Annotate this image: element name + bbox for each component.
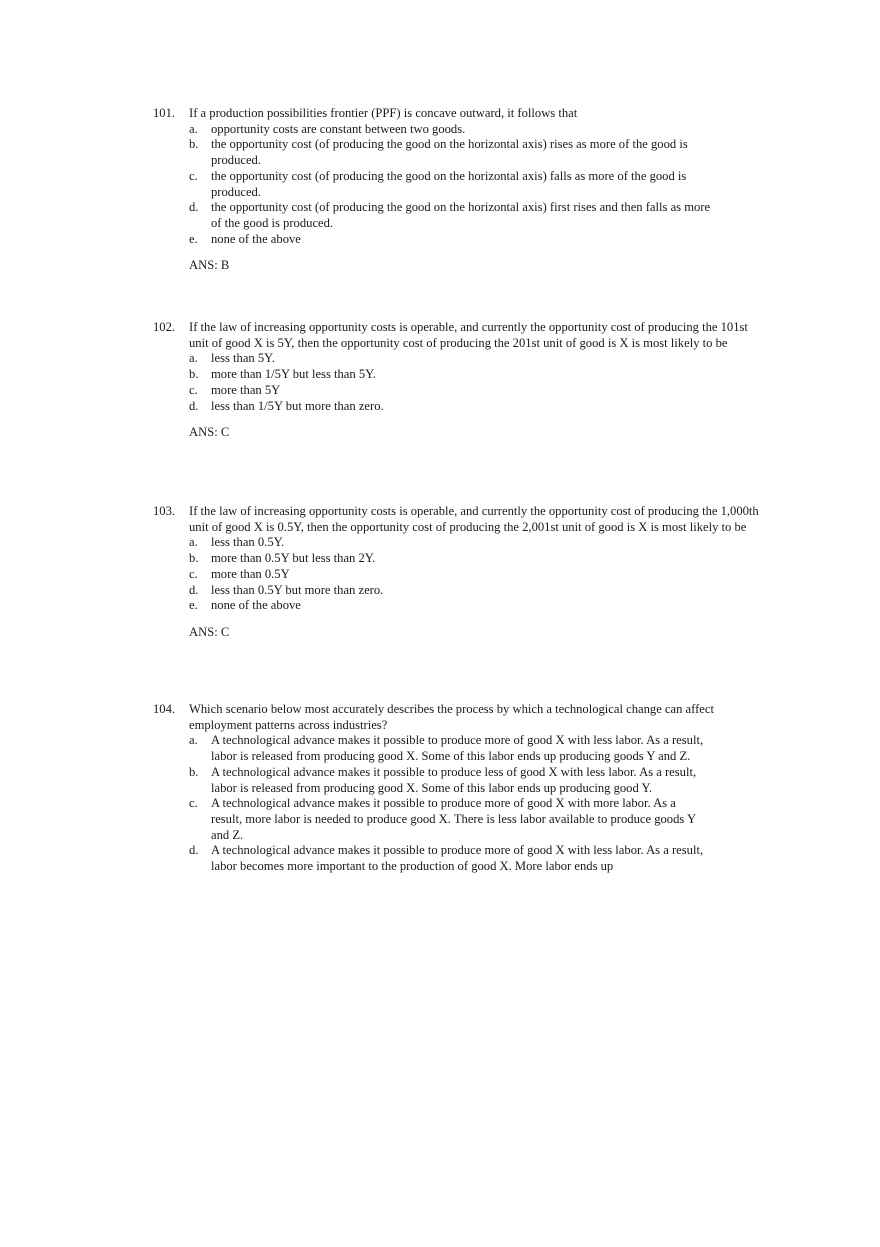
choice-e: [0, 232, 711, 248]
choice-text: the opportunity cost (of producing the good on the horizontal axis) first rises and then falls as more of the good is produced.: [211, 200, 711, 230]
question-stem: [0, 702, 759, 733]
question-text: Which scenario below most accurately describes the process by which a technological change can affect employment patterns across industries?: [189, 702, 714, 732]
choice-text: opportunity costs are constant between two goods.: [211, 121, 466, 136]
question-text: If the law of increasing opportunity costs is operable, and currently the opportunity cost of producing the 101st unit of good X is 5Y, then the opportunity cost of producing the 201st unit of good is X is most likely to be: [189, 320, 748, 350]
choice-letter: c.: [189, 382, 198, 397]
choice-c: [0, 796, 706, 843]
choice-text: less than 0.5Y but more than zero.: [211, 582, 384, 597]
choice-letter: a.: [189, 733, 198, 748]
choice-letter: d.: [189, 843, 199, 858]
choice-text: A technological advance makes it possible to produce more of good X with more labor. As a result, more labor is needed to produce good X. There is less labor available to produce goods Y and Z.: [211, 796, 696, 842]
choice-text: more than 5Y: [211, 382, 281, 397]
choice-letter: a.: [189, 121, 198, 136]
choice-letter: d.: [189, 200, 199, 215]
choice-letter: c.: [189, 168, 198, 183]
choice-letter: d.: [189, 582, 199, 597]
question-text: If a production possibilities frontier (PPF) is concave outward, it follows that: [189, 106, 578, 120]
choice-a: [0, 122, 711, 138]
question-number: 104.: [153, 702, 176, 716]
choice-text: more than 0.5Y but less than 2Y.: [211, 551, 376, 566]
choice-letter: a.: [189, 535, 198, 550]
choice-a: [0, 535, 711, 551]
question-stem: [0, 106, 759, 122]
answer-key: ANS: B: [189, 258, 230, 273]
choice-text: more than 1/5Y but less than 5Y.: [211, 367, 376, 382]
choice-letter: c.: [189, 796, 198, 811]
choice-letter: e.: [189, 598, 198, 613]
question-number: 103.: [153, 504, 176, 518]
choice-text: A technological advance makes it possible to produce less of good X with less labor. As a result, labor is released from producing good X. Some of this labor ends up producing good Y.: [211, 764, 697, 795]
choice-text: less than 5Y.: [211, 351, 275, 366]
choice-c: [0, 169, 711, 200]
answer-key: ANS: C: [189, 425, 230, 440]
question-number: 102.: [153, 320, 176, 334]
choice-letter: b.: [189, 137, 199, 152]
choice-a: [0, 351, 711, 367]
choice-d: [0, 399, 711, 415]
question-stem: [0, 504, 759, 535]
choice-b: [0, 367, 711, 383]
choice-text: less than 1/5Y but more than zero.: [211, 398, 384, 413]
choice-text: none of the above: [211, 598, 301, 613]
choice-letter: b.: [189, 551, 199, 566]
choice-letter: d.: [189, 398, 199, 413]
choice-letter: b.: [189, 764, 199, 779]
choice-letter: b.: [189, 367, 199, 382]
choice-letter: e.: [189, 231, 198, 246]
choice-b: [0, 137, 711, 168]
choice-text: the opportunity cost (of producing the good on the horizontal axis) rises as more of the good is produced.: [211, 137, 688, 168]
choice-d: [0, 843, 706, 874]
choice-letter: a.: [189, 351, 198, 366]
choice-b: [0, 551, 711, 567]
question-102: [0, 320, 880, 441]
choice-e: [0, 598, 711, 614]
answer-key: ANS: C: [189, 624, 230, 639]
question-103: [0, 504, 880, 641]
choice-text: A technological advance makes it possible to produce more of good X with less labor. As a result, labor becomes more important to the production of good X. More labor ends up: [211, 843, 704, 874]
question-text: If the law of increasing opportunity costs is operable, and currently the opportunity cost of producing the 1,000th unit of good X is 0.5Y, then the opportunity cost of producing the 2,001st unit of good is X is most likely to be: [189, 504, 759, 534]
choice-c: [0, 383, 711, 399]
choice-d: [0, 200, 711, 231]
choice-letter: c.: [189, 566, 198, 581]
choice-c: [0, 567, 711, 583]
choice-text: none of the above: [211, 231, 301, 246]
question-101: [0, 106, 880, 274]
question-stem: [0, 320, 759, 351]
question-number: 101.: [153, 106, 176, 120]
choice-text: more than 0.5Y: [211, 566, 290, 581]
choice-text: less than 0.5Y.: [211, 535, 285, 550]
choice-d: [0, 583, 711, 599]
question-104: [0, 702, 880, 875]
choice-text: the opportunity cost (of producing the good on the horizontal axis) falls as more of the good is produced.: [211, 168, 687, 199]
choice-b: [0, 765, 706, 796]
choice-a: [0, 733, 706, 764]
choice-text: A technological advance makes it possible to produce more of good X with less labor. As a result, labor is released from producing good X. Some of this labor ends up producing goods Y and Z.: [211, 733, 704, 764]
